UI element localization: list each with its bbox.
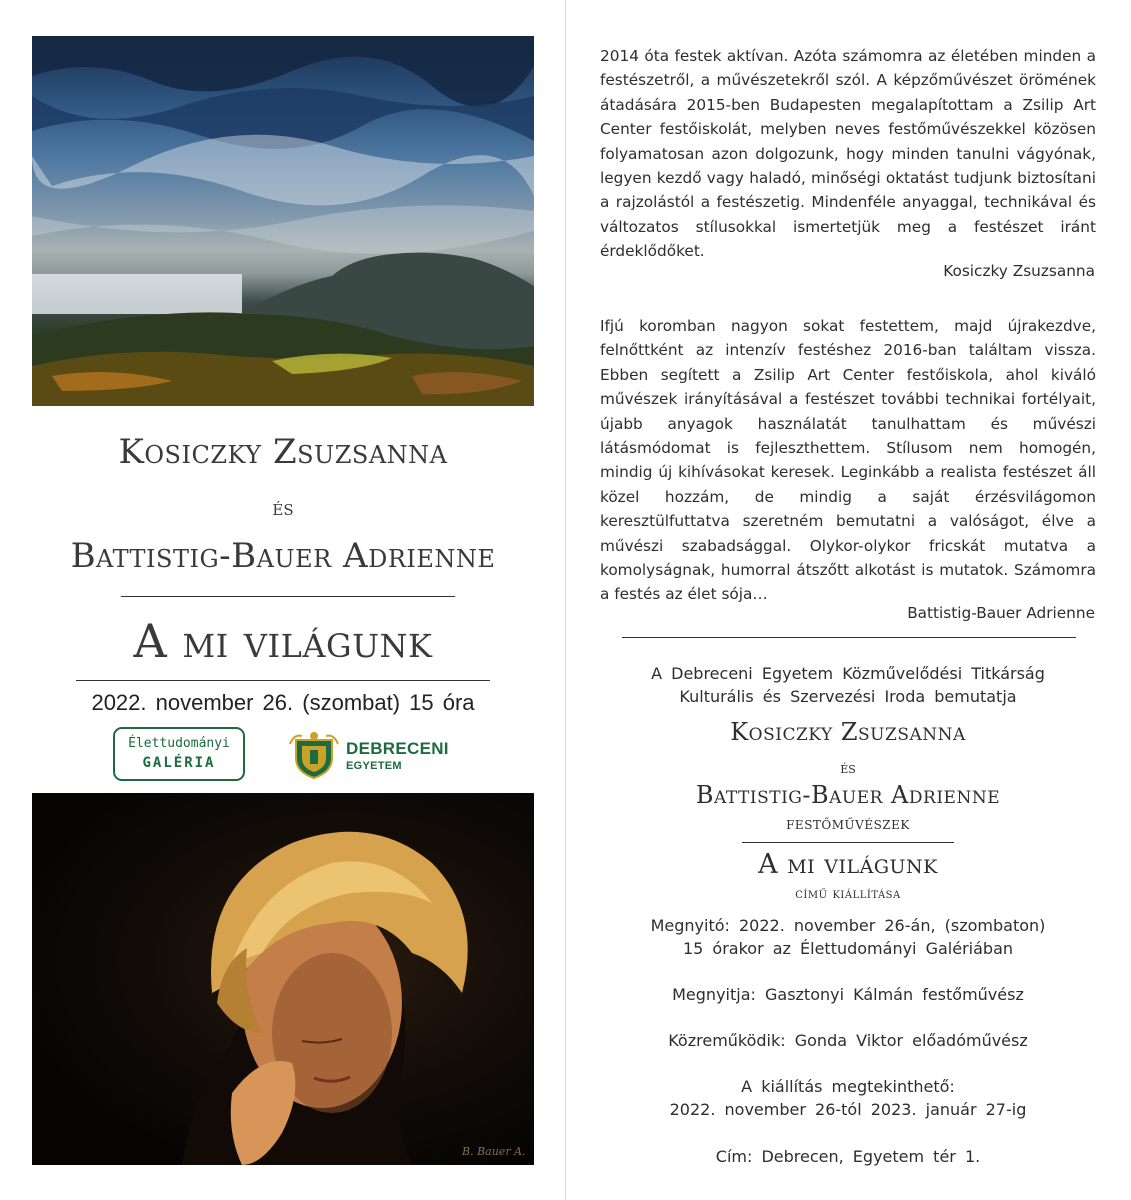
right-conjunction: és xyxy=(840,758,856,777)
organizer-line1: A Debreceni Egyetem Közművelődési Titkárság xyxy=(651,664,1045,683)
right-divider-middle xyxy=(742,842,954,843)
left-artist1-name: Kosiczky Zsuzsanna xyxy=(118,432,448,472)
right-artist2-name: Battistig-Bauer Adrienne xyxy=(695,781,1001,809)
galeria-logo-line2: GALÉRIA xyxy=(142,755,216,771)
university-logo xyxy=(288,730,458,780)
artists-role: festőművészek xyxy=(786,814,910,834)
artist1-signature: Kosiczky Zsuzsanna xyxy=(943,262,1095,280)
viewing-line2: 2022. november 26-tól 2023. január 27-ig xyxy=(669,1100,1027,1119)
portrait-artwork xyxy=(32,793,534,1165)
left-divider-bottom xyxy=(76,680,490,681)
left-divider-top xyxy=(121,596,455,597)
performer-info: Közreműködik: Gonda Viktor előadóművész xyxy=(668,1031,1028,1050)
left-event-date: 2022. november 26. (szombat) 15 óra xyxy=(91,690,475,715)
exhibition-subtitle: című kiállítása xyxy=(795,886,901,902)
right-exhibition-title: A mi világunk xyxy=(758,849,938,880)
landscape-artwork xyxy=(32,36,534,406)
artist2-signature: Battistig-Bauer Adrienne xyxy=(907,604,1095,622)
portrait-painting xyxy=(32,793,534,1165)
right-divider-top xyxy=(622,637,1076,638)
painting-signature: B. Bauer A. xyxy=(462,1145,526,1158)
right-artist1-name: Kosiczky Zsuzsanna xyxy=(730,718,966,746)
artist1-statement: 2014 óta festek aktívan. Azóta számomra az életében minden a festészetről, a művészetekről szól. A képzőművészet örömének átadására 2015-ben Budapesten megalapítottam a Zsilip Art Center festőiskolát, melyben neves festőművészekkel közösen folyamatosan azon dolgozunk, hogy minden tanulni vágyónak, legyen kezdő vagy haladó, minőségi oktatást tudjunk biztosítani a rajzolástól a festészetig. Mindenféle anyaggal, technikával és változatos stílusokkal ismertetjük meg a festészet iránt érdeklődőket. xyxy=(600,47,1096,261)
opening-line2: 15 órakor az Élettudományi Galériában xyxy=(682,939,1014,958)
opening-line1: Megnyitó: 2022. november 26-án, (szombaton) xyxy=(650,916,1046,935)
university-logo-line1: DEBRECENI xyxy=(346,739,449,758)
landscape-painting xyxy=(32,36,534,406)
university-logo-line2: EGYETEM xyxy=(346,760,402,772)
venue-address: Cím: Debrecen, Egyetem tér 1. xyxy=(715,1147,981,1166)
artist2-statement: Ifjú koromban nagyon sokat festettem, majd újrakezdve, felnőttként az intenzív festéshez 2016-ban találtam vissza. Ebben segített a Zsilip Art Center festőiskola, ahol kiváló művészek irányításával a festészet további technikai fortélyait, újabb anyagok használatát tanulhattam és művészi látásmódomat is fejleszthettem. Stílusom nem homogén, mindig új kihívásokat keresek. Leginkább a realista festészet áll közel hozzám, de mindig a saját érzésvilágomon keresztülfuttatva szeretném bemutatni a valóságot, élve a művészi szabadsággal. Olykor-olykor fricskát mutatva a komolyságnak, humorral átszőtt alkotást is mutatok. Számomra a festés az élet sója… xyxy=(600,317,1096,604)
page-fold-divider xyxy=(565,0,566,1200)
organizer-line2: Kulturális és Szervezési Iroda bemutatja xyxy=(679,687,1017,706)
opener-info: Megnyitja: Gasztonyi Kálmán festőművész xyxy=(672,985,1024,1004)
viewing-line1: A kiállítás megtekinthető: xyxy=(741,1077,955,1096)
left-artist2-name: Battistig-Bauer Adrienne xyxy=(70,536,496,576)
galeria-logo-line1: Élettudományi xyxy=(128,736,230,751)
university-crest-icon xyxy=(288,730,340,780)
galeria-logo xyxy=(113,727,245,781)
left-exhibition-title: A mi világunk xyxy=(133,614,433,668)
left-conjunction: és xyxy=(272,496,294,521)
